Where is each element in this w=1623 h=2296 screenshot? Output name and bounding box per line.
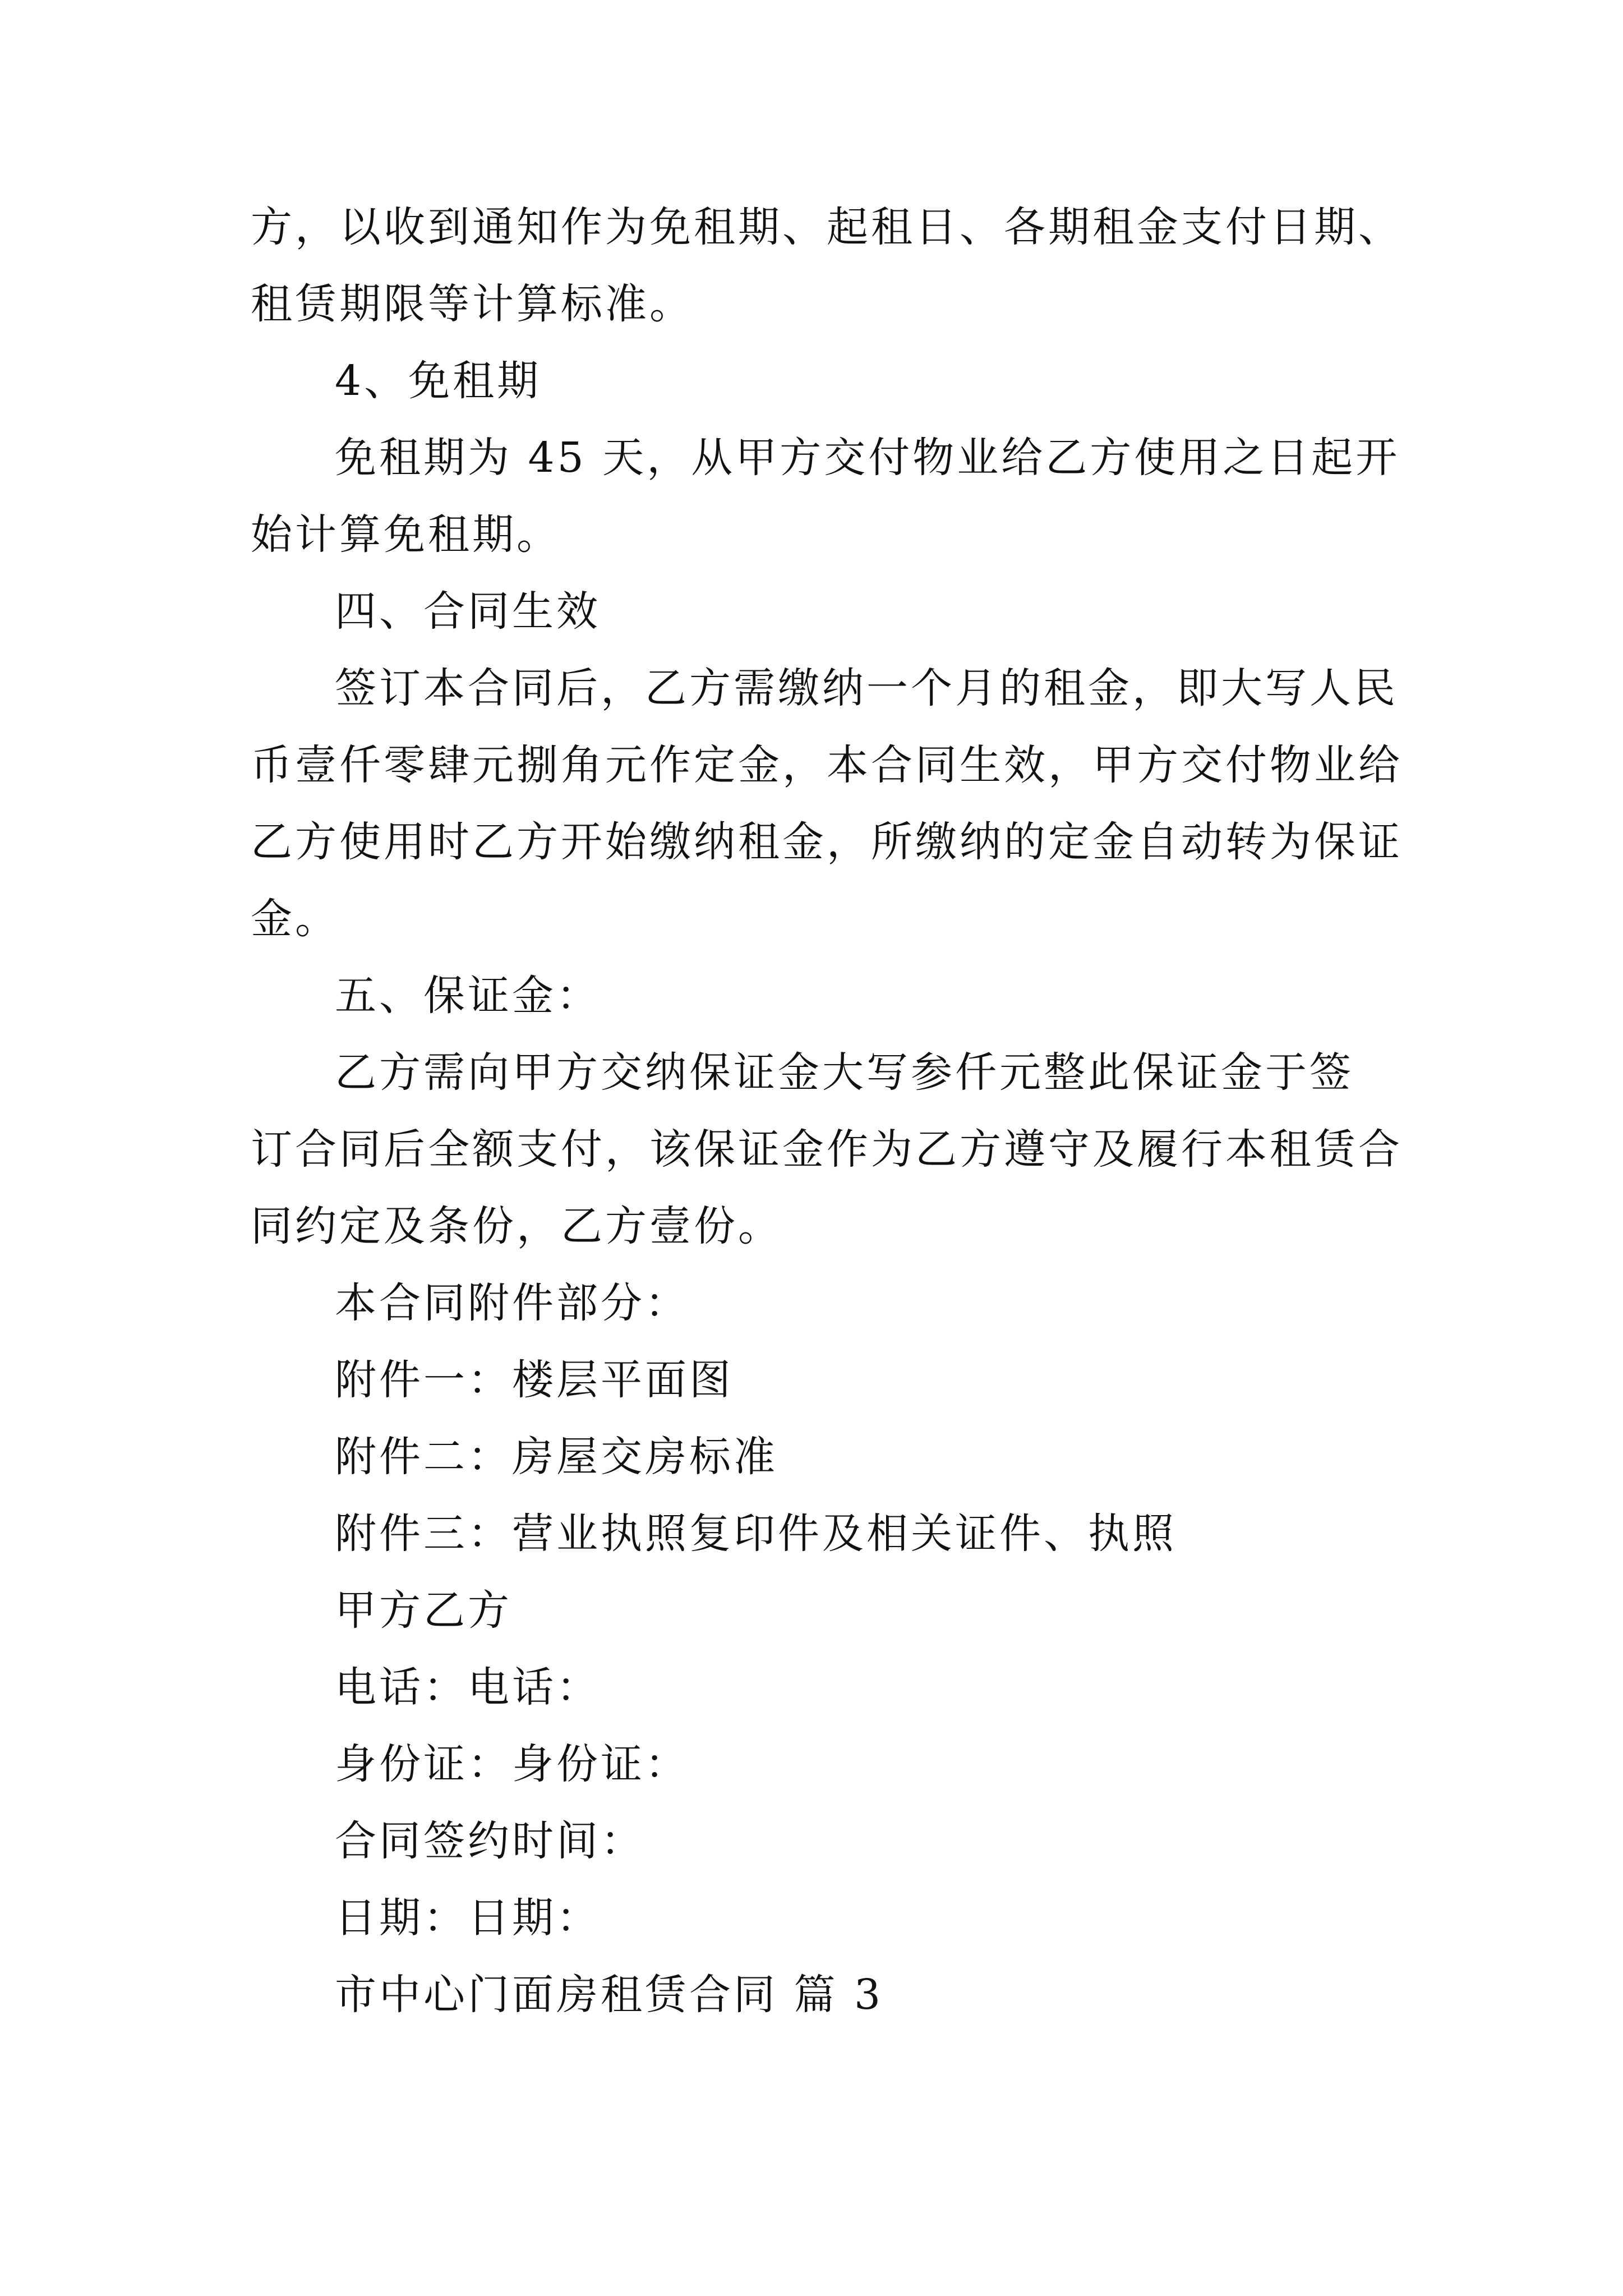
paragraph-line: 币壹仟零肆元捌角元作定金，本合同生效，甲方交付物业给 [251, 741, 1403, 789]
paragraph-line: 方，以收到通知作为免租期、起租日、各期租金支付日期、 [251, 203, 1403, 251]
attachment-item: 附件二：房屋交房标准 [335, 1433, 778, 1481]
signature-line: 甲方乙方 [335, 1586, 512, 1635]
signature-line: 电话：电话： [335, 1663, 601, 1711]
paragraph-line: 乙方使用时乙方开始缴纳租金，所缴纳的定金自动转为保证 [251, 818, 1403, 866]
paragraph-line: 金。 [251, 895, 339, 943]
section-heading: 4、免租期 [335, 357, 542, 405]
attachment-item: 附件三：营业执照复印件及相关证件、执照 [335, 1510, 1177, 1558]
paragraph-line: 租赁期限等计算标准。 [251, 280, 694, 328]
section-title: 市中心门面房租赁合同 篇 3 [335, 1971, 884, 2019]
paragraph-line: 订合同后全额支付，该保证金作为乙方遵守及履行本租赁合 [251, 1125, 1403, 1174]
paragraph-line: 签订本合同后，乙方需缴纳一个月的租金，即大写人民 [335, 664, 1398, 712]
paragraph-line: 乙方需向甲方交纳保证金大写参仟元整此保证金于签 [335, 1048, 1354, 1097]
signature-line: 合同签约时间： [335, 1817, 645, 1865]
signature-line: 身份证：身份证： [335, 1740, 689, 1788]
attachment-item: 附件一：楼层平面图 [335, 1356, 734, 1404]
signature-line: 日期：日期： [335, 1894, 601, 1942]
paragraph-line: 本合同附件部分： [335, 1279, 689, 1327]
paragraph-line: 免租期为 45 天，从甲方交付物业给乙方使用之日起开 [335, 434, 1400, 482]
paragraph-line: 始计算免租期。 [251, 510, 561, 559]
section-heading: 五、保证金： [335, 972, 601, 1020]
section-heading: 四、合同生效 [335, 587, 601, 636]
paragraph-line: 同约定及条份，乙方壹份。 [251, 1202, 782, 1250]
